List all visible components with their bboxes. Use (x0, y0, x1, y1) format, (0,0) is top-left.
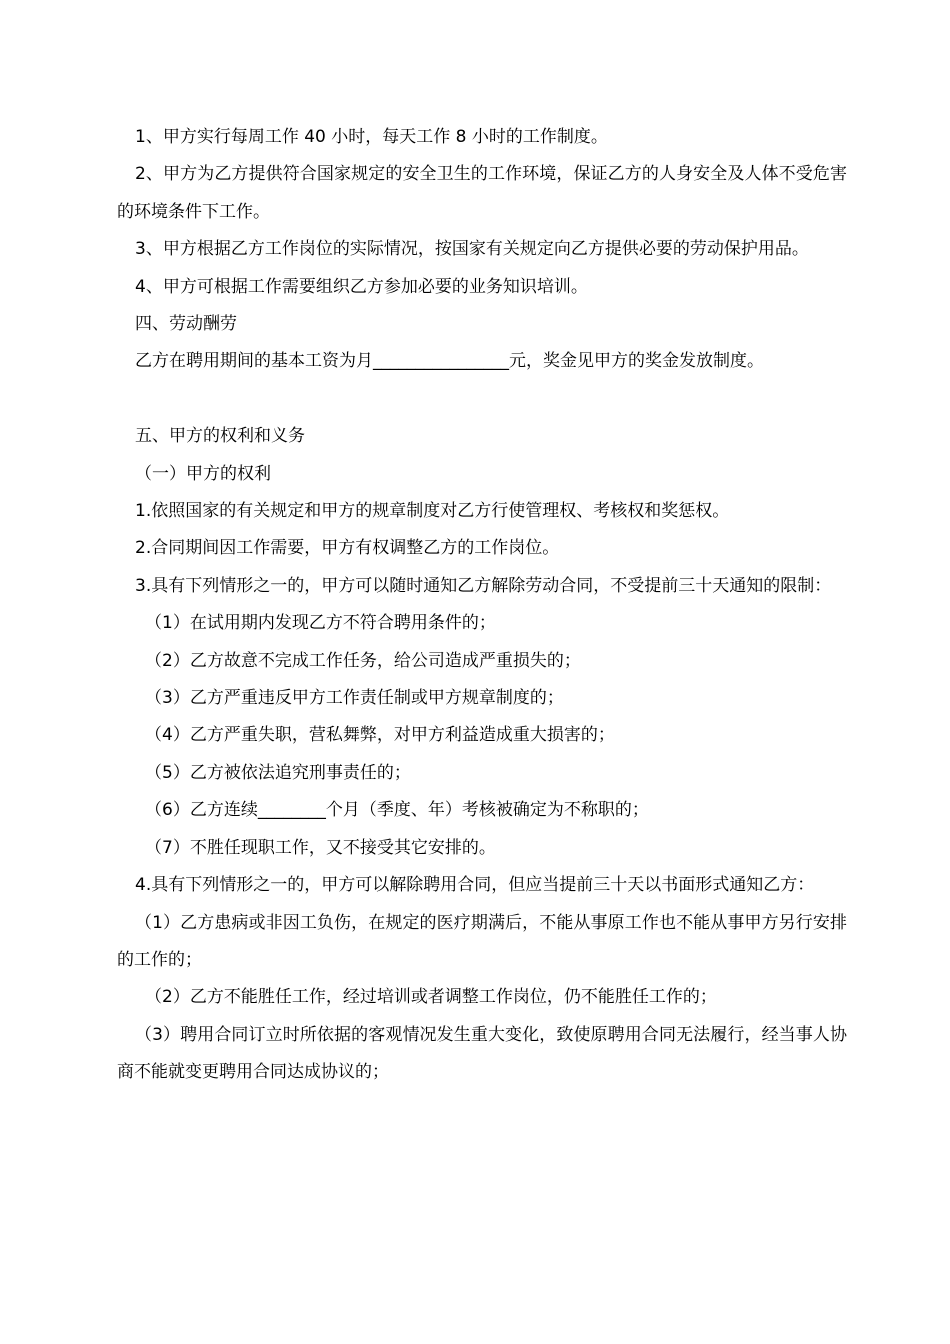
paragraph-management-right: 1.依照国家的有关规定和甲方的规章制度对乙方行使管理权、考核权和奖惩权。 (135, 501, 730, 522)
subsection-heading-employer-rights: （一）甲方的权利 (135, 463, 271, 484)
list-item: （5）乙方被依法追究刑事责任的； (145, 762, 411, 783)
list-item: （4）乙方严重失职，营私舞弊，对甲方利益造成重大损害的； (145, 725, 615, 746)
list-item: （2）乙方故意不完成工作任务，给公司造成严重损失的； (145, 650, 581, 671)
list-item: （3）聘用合同订立时所依据的客观情况发生重大变化，致使原聘用合同无法履行，经当事人协商不能就变更聘用合同达成协议的； (117, 1024, 847, 1083)
list-item: （1）乙方患病或非因工负伤，在规定的医疗期满后，不能从事原工作也不能从事甲方另行安排的工作的； (117, 912, 847, 970)
list-item: （1）在试用期内发现乙方不符合聘用条件的； (145, 613, 496, 634)
paragraph-protective-equipment: 3、甲方根据乙方工作岗位的实际情况，按国家有关规定向乙方提供必要的劳动保护用品。 (135, 239, 809, 260)
list-item: （7）不胜任现职工作，又不接受其它安排的。 (145, 837, 496, 858)
paragraph-safety-environment: 2、甲方为乙方提供符合国家规定的安全卫生的工作环境，保证乙方的人身安全及人体不受危害的环境条件下工作。 (117, 164, 847, 222)
list-item: （6）乙方连续________个月（季度、年）考核被确定为不称职的； (145, 800, 649, 821)
list-item: （2）乙方不能胜任工作，经过培训或者调整工作岗位，仍不能胜任工作的； (145, 987, 717, 1008)
paragraph-adjust-position: 2.合同期间因工作需要，甲方有权调整乙方的工作岗位。 (135, 538, 560, 559)
section-heading-employer-rights-duties: 五、甲方的权利和义务 (135, 426, 305, 447)
blank-line (117, 381, 847, 418)
document-body (117, 119, 847, 1092)
section-heading-remuneration: 四、劳动酬劳 (135, 314, 237, 335)
paragraph-training: 4、甲方可根据工作需要组织乙方参加必要的业务知识培训。 (135, 276, 588, 297)
paragraph-base-salary: 乙方在聘用期间的基本工资为月________________元，奖金见甲方的奖金发放制度。 (135, 351, 764, 372)
paragraph-immediate-termination: 3.具有下列情形之一的，甲方可以随时通知乙方解除劳动合同，不受提前三十天通知的限制： (135, 575, 832, 596)
list-item: （3）乙方严重违反甲方工作责任制或甲方规章制度的； (145, 688, 564, 709)
paragraph-work-hours: 1、甲方实行每周工作 40 小时，每天工作 8 小时的工作制度。 (135, 127, 608, 147)
paragraph-notice-termination: 4.具有下列情形之一的，甲方可以解除聘用合同，但应当提前三十天以书面形式通知乙方： (135, 875, 815, 896)
